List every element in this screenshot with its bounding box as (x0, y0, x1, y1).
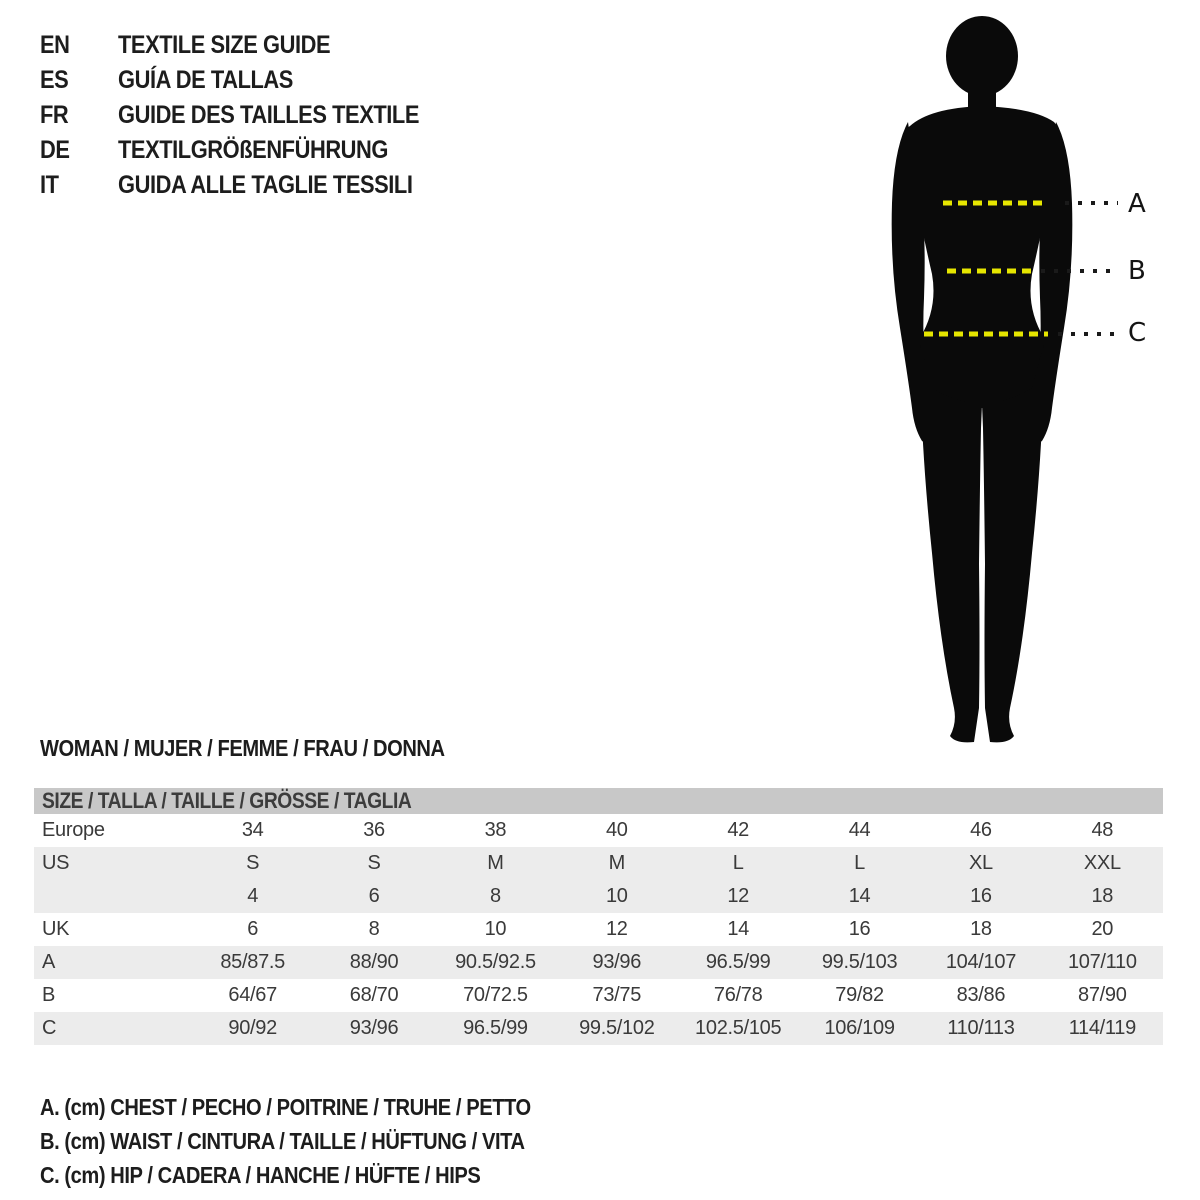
table-cell: 70/72.5 (463, 984, 528, 1006)
language-code: ES (40, 66, 69, 94)
table-cell: 14 (848, 885, 871, 907)
legend-item: B. (cm) WAIST / CINTURA / TAILLE / HÜFTUNG / VITA (40, 1128, 525, 1154)
table-cell: 76/78 (713, 984, 763, 1006)
table-cell: XL (969, 852, 993, 874)
section-title-text: WOMAN / MUJER / FEMME / FRAU / DONNA (40, 735, 445, 761)
language-code: EN (40, 31, 70, 59)
table-cell: 99.5/103 (821, 951, 898, 973)
language-title: GUIDE DES TAILLES TEXTILE (118, 101, 420, 129)
language-row (40, 63, 462, 98)
table-cell: 48 (1091, 819, 1114, 841)
table-cell: 20 (1091, 918, 1114, 940)
table-cell: 14 (727, 918, 750, 940)
table-row-label: C (42, 1017, 57, 1039)
table-row-label: A (42, 951, 56, 973)
woman-silhouette (880, 8, 1120, 748)
table-row-label: UK (42, 918, 70, 940)
table-cell: 18 (1091, 885, 1114, 907)
language-row (40, 28, 462, 63)
table-cell: 8 (490, 885, 501, 907)
silhouette-left-leg (920, 344, 982, 742)
table-cell: M (487, 852, 504, 874)
table-cell: 16 (848, 918, 871, 940)
table-cell: 93/96 (592, 951, 642, 973)
size-table (34, 788, 1163, 1045)
table-row-label: US (42, 852, 70, 874)
table-cell: 90.5/92.5 (455, 951, 536, 973)
table-cell: 79/82 (835, 984, 884, 1006)
language-title-list (40, 28, 462, 203)
section-title-woman (40, 735, 502, 762)
table-cell: 12 (727, 885, 750, 907)
table-row (34, 814, 1163, 847)
table-cell: 46 (970, 819, 992, 841)
table-cell: 96.5/99 (463, 1017, 528, 1039)
legend-item: A. (cm) CHEST / PECHO / POITRINE / TRUHE / PETTO (40, 1094, 531, 1120)
silhouette-torso (904, 106, 1061, 408)
language-row (40, 168, 462, 203)
table-cell: 107/110 (1067, 951, 1137, 973)
language-code: IT (40, 171, 59, 199)
measure-label-waist: B (1128, 256, 1146, 286)
table-cell: 34 (241, 819, 264, 841)
measure-label-chest: A (1128, 189, 1146, 219)
table-cell: 6 (368, 885, 380, 907)
table-row (34, 979, 1163, 1012)
table-cell: 16 (970, 885, 992, 907)
table-cell: 73/75 (592, 984, 642, 1006)
table-cell: 83/86 (956, 984, 1006, 1006)
table-cell: 87/90 (1078, 984, 1127, 1006)
table-cell: 104/107 (945, 951, 1017, 973)
table-cell: 90/92 (228, 1017, 277, 1039)
table-cell: 99.5/102 (579, 1017, 655, 1039)
silhouette-right-leg (982, 344, 1044, 742)
legend-item: C. (cm) HIP / CADERA / HANCHE / HÜFTE / HIPS (40, 1162, 481, 1188)
table-row (34, 880, 1163, 913)
language-code: FR (40, 101, 69, 129)
table-row-label: Europe (42, 819, 105, 841)
size-table-rows (34, 814, 1163, 1045)
table-cell: L (732, 852, 744, 874)
table-cell: 8 (368, 918, 380, 940)
table-row (34, 847, 1163, 880)
language-row (40, 133, 462, 168)
table-cell: M (608, 852, 625, 874)
language-code: DE (40, 136, 70, 164)
table-cell: 110/113 (947, 1017, 1015, 1039)
woman-silhouette-figure (880, 8, 1120, 748)
table-row-label: B (42, 984, 56, 1006)
table-cell: 36 (363, 819, 385, 841)
table-cell: 93/96 (349, 1017, 399, 1039)
size-table-header (34, 788, 1163, 814)
table-cell: 64/67 (228, 984, 277, 1006)
language-row (40, 98, 462, 133)
table-cell: 44 (848, 819, 871, 841)
table-cell: 88/90 (349, 951, 399, 973)
table-cell: 102.5/105 (695, 1017, 782, 1039)
table-cell: L (854, 852, 865, 874)
table-cell: 42 (727, 819, 750, 841)
size-table-header-text: SIZE / TALLA / TAILLE / GRÖSSE / TAGLIA (42, 788, 412, 813)
table-cell: 96.5/99 (705, 951, 771, 973)
table-row (34, 913, 1163, 946)
table-cell: 18 (970, 918, 992, 940)
table-cell: 114/119 (1068, 1017, 1136, 1039)
measurement-legend (40, 1090, 601, 1192)
table-row (34, 1012, 1163, 1045)
table-cell: 10 (605, 885, 628, 907)
language-title: GUIDA ALLE TAGLIE TESSILI (118, 171, 413, 199)
table-cell: 10 (484, 918, 507, 940)
language-title: TEXTILGRÖßENFÜHRUNG (118, 136, 388, 164)
table-cell: 68/70 (349, 984, 399, 1006)
table-cell: S (246, 852, 260, 874)
table-cell: 106/109 (824, 1017, 895, 1039)
table-cell: 38 (484, 819, 507, 841)
table-cell: S (367, 852, 381, 874)
table-cell: 40 (605, 819, 628, 841)
table-cell: 12 (605, 918, 628, 940)
language-title: TEXTILE SIZE GUIDE (118, 31, 331, 59)
table-cell: XXL (1083, 852, 1121, 874)
table-cell: 6 (247, 918, 259, 940)
table-row (34, 946, 1163, 979)
table-cell: 4 (247, 885, 259, 907)
measure-label-hip: C (1128, 318, 1147, 348)
table-cell: 85/87.5 (220, 951, 285, 973)
language-title: GUÍA DE TALLAS (118, 66, 293, 94)
